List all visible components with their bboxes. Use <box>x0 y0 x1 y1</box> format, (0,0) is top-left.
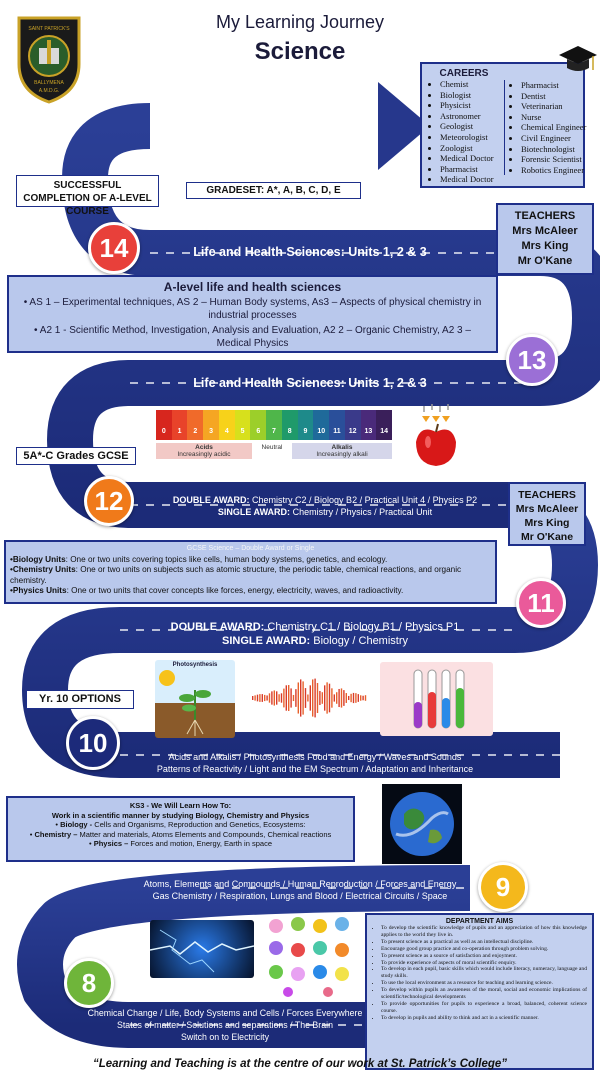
ph-block <box>219 410 235 428</box>
ph-block <box>172 410 188 428</box>
wave-bar <box>324 685 325 710</box>
y11-double-award: DOUBLE AWARD: <box>170 621 265 633</box>
teachers-box-mid <box>508 482 586 546</box>
wave-bar <box>266 695 267 700</box>
ph-neutral-label: Neutral <box>261 444 283 451</box>
year-8-line-1: Chemical Change / Life, Body Systems and Cells / Forces Everywhere <box>87 1008 363 1018</box>
teacher-name: Mrs King <box>521 240 569 252</box>
ks3-chemistry: • Chemistry – Matter and materials, Atoms Elements and Compounds, Chemical reactions <box>29 829 332 839</box>
year-10-badge: 10 <box>66 716 120 770</box>
graduation-cap-icon <box>558 44 598 83</box>
ph-number: 1 <box>172 428 188 440</box>
wave-bar <box>338 689 339 707</box>
ph-acids-sub: Increasingly acidic <box>177 451 231 458</box>
sound-wave-image <box>248 675 368 726</box>
ks3-biology-label: Biology - <box>60 820 93 829</box>
alevel-item-1: • AS 1 – Experimental techniques, AS 2 – Human Body systems, As3 – Aspects of physical chemistry in industrial processes <box>23 297 482 321</box>
apple-icon <box>408 404 464 475</box>
career-item: • Chemical Engineer <box>521 122 589 133</box>
wave-bar <box>314 679 315 718</box>
ks3-biology: • Biology - Cells and Organisms, Reproduction and Genetics, Ecosystems: <box>55 820 306 829</box>
ph-block <box>345 410 361 428</box>
teachers-heading: TEACHERS <box>514 210 576 222</box>
ph-block <box>250 410 266 428</box>
wave-bar <box>336 692 337 704</box>
gcse-info-box <box>4 540 497 604</box>
wave-bar <box>278 694 279 702</box>
ks3-subheading: Work in a scientific manner by studying Biology, Chemistry and Physics <box>51 810 310 820</box>
wave-bar <box>341 688 342 707</box>
gcse-biology-text: : One or two units covering topics like cells, human body systems, genetics, and ecology. <box>65 554 388 564</box>
crest-text-mid: BALLYMENA <box>34 80 64 86</box>
aim-item: • To develop in pupils and ability to think and act in a scientific manner. <box>381 1015 587 1022</box>
ph-number: 2 <box>187 428 203 440</box>
ks3-chemistry-label: Chemistry – <box>34 829 78 839</box>
careers-list-2 <box>507 80 589 175</box>
wave-bar <box>343 690 344 706</box>
careers-list-1 <box>426 79 502 185</box>
ks3-physics-label: Physics – <box>93 839 129 848</box>
wave-bar <box>254 695 255 700</box>
wave-bar <box>360 695 361 700</box>
wave-bar <box>317 683 318 713</box>
ph-number: 3 <box>203 428 219 440</box>
year-10-line-2: Patterns of Reactivity / Light and the EM Spectrum / Adaptation and Inheritance <box>156 764 474 774</box>
aim-item: • To develop the scientific knowledge of pupils and an appreciation of how this knowledge applies to the world they live in. <box>381 925 587 939</box>
wave-bar <box>358 694 359 702</box>
gcse-info-heading: GCSE Science – Double Award or Single <box>186 545 315 552</box>
ph-number: 7 <box>266 428 282 440</box>
ph-scale-image <box>156 410 392 474</box>
photosynthesis-title: Photosynthesis <box>172 662 218 668</box>
microbes-image <box>262 914 362 1003</box>
y11-single-award-text: Biology / Chemistry <box>310 635 409 647</box>
teacher-name: Mrs McAleer <box>515 503 579 515</box>
gcse-chemistry-label: •Chemistry Units <box>10 565 76 574</box>
ph-block <box>203 410 219 428</box>
ph-alkalis: Alkalis <box>331 444 353 451</box>
ph-block <box>376 410 392 428</box>
ks3-heading: KS3 - We Will Learn How To: <box>129 801 232 810</box>
ph-number: 11 <box>329 428 345 440</box>
year-9-badge: 9 <box>478 862 528 912</box>
year-11-badge: 11 <box>516 578 566 628</box>
subject-title: Science <box>254 38 346 65</box>
year-8-line-2: States of matter / Solutions and separations / The Brain <box>117 1020 333 1030</box>
alevel-item-1-text: AS 1 – Experimental techniques, AS 2 – Human Body systems, As3 – Aspects of physical chemistry in industrial processes <box>29 297 482 321</box>
ph-block <box>187 410 203 428</box>
wave-bar <box>264 695 265 701</box>
year-13-badge: 13 <box>506 334 558 386</box>
aim-item: • Encourage good group practice and co-operation through problem solving. <box>381 946 587 953</box>
ph-number: 6 <box>250 428 266 440</box>
wave-bar <box>298 682 299 713</box>
career-item: • Astronomer <box>440 111 502 122</box>
career-item: • Physicist <box>440 100 502 111</box>
wave-bar <box>362 696 363 701</box>
ph-block <box>329 410 345 428</box>
year-9-line-1: Atoms, Elements and Compounds / Human Reproduction / Forces and Energy <box>143 879 457 889</box>
lightning-image <box>150 920 254 978</box>
ph-number: 8 <box>282 428 298 440</box>
ph-block <box>298 410 314 428</box>
wave-bar <box>276 691 277 704</box>
wave-bar <box>329 684 330 713</box>
aim-item: • To develop within pupils an awareness of the moral, social and economic implications of scientific/technological developments <box>381 987 587 1001</box>
gcse-physics-label: •Physics Units <box>10 586 67 595</box>
teachers-heading: TEACHERS <box>518 489 576 501</box>
wave-bar <box>312 679 313 716</box>
wave-bar <box>305 688 306 708</box>
ph-number: 13 <box>361 428 377 440</box>
wave-bar <box>257 695 258 702</box>
career-item: • Civil Engineer <box>521 133 589 144</box>
y12-single-award: SINGLE AWARD: <box>217 507 291 517</box>
ph-number: 14 <box>376 428 392 440</box>
aim-item: • To provide opportunities for pupils to experience a broad, balanced, coherent science course. <box>381 1001 587 1015</box>
aims-list <box>372 925 587 1022</box>
year-14-badge: 14 <box>88 222 140 274</box>
gcse-chemistry <box>10 565 491 586</box>
career-item: • Biologist <box>440 90 502 101</box>
year-14-label: Life and Health Sciences: Units 1, 2 & 3 <box>193 245 427 259</box>
career-item: • Medical Doctor <box>440 174 502 185</box>
ph-acids-label <box>156 443 252 459</box>
alevel-heading: A-level life and health sciences <box>163 280 342 294</box>
gcse-label: 5A*-C Grades GCSE <box>16 447 136 465</box>
career-item: • Robotics Engineer <box>521 165 589 176</box>
gcse-chemistry-text: : One or two units on subjects such as atomic structure, the periodic table, chemical reactions, and organic chemistry. <box>10 565 462 585</box>
aims-heading: DEPARTMENT AIMS <box>445 918 514 925</box>
wave-bar <box>302 681 303 714</box>
ph-block <box>361 410 377 428</box>
ph-block <box>156 410 172 428</box>
ph-number: 4 <box>219 428 235 440</box>
wave-bar <box>319 691 320 705</box>
photosynthesis-image <box>155 660 235 738</box>
gcse-physics-text: : One or two units that cover concepts like forces, energy, electricity, waves, and radioactivity. <box>66 586 404 595</box>
career-item: • Veterinarian <box>521 101 589 112</box>
wave-bar <box>348 696 349 700</box>
alevel-item-2: • A2 1 - Scientific Method, Investigation, Analysis and Evaluation, A2 2 – Organic Chemistry, A2 3 – Medical Physics <box>34 325 471 349</box>
wave-bar <box>274 690 275 705</box>
y11-double-award-text: Chemistry C1 / Biology B1 / Physics P1 <box>264 621 460 633</box>
wave-bar <box>355 693 356 703</box>
wave-bar <box>288 685 289 711</box>
career-item: • Geologist <box>440 121 502 132</box>
teacher-name: Mr O'Kane <box>517 255 573 267</box>
alevel-box <box>7 275 498 353</box>
year-13-label: Life and Health Sciences: Units 1, 2 & 3 <box>193 376 427 390</box>
y12-single-award-text: Chemistry / Physics / Practical Unit <box>290 507 433 517</box>
ph-block <box>282 410 298 428</box>
wave-bar <box>307 695 308 702</box>
wave-bar <box>269 693 270 702</box>
teachers-box-top <box>496 203 594 275</box>
wave-bar <box>350 694 351 702</box>
ph-acids: Acids <box>195 444 213 451</box>
footer-quote: “Learning and Teaching is at the centre of our work at St. Patrick’s College” <box>92 1058 508 1070</box>
teacher-name: Mr O'Kane <box>520 531 574 543</box>
gradeset-label: GRADESET: A*, A, B, C, D, E <box>186 182 361 199</box>
test-tubes-image <box>380 662 493 736</box>
alevel-item-2-text: A2 1 - Scientific Method, Investigation, Analysis and Evaluation, A2 2 – Organic Chemistry, A2 3 – Medical Physics <box>39 325 471 349</box>
year-8-badge: 8 <box>64 958 114 1008</box>
wave-bar <box>281 693 282 702</box>
wave-bar <box>259 694 260 702</box>
y12-double-award-text: Chemistry C2 / Biology B2 / Practical Unit 4 / Physics P2 <box>249 495 478 505</box>
ph-number: 10 <box>313 428 329 440</box>
year-11-line-1 <box>130 621 500 633</box>
y12-double-award: DOUBLE AWARD: <box>172 495 250 505</box>
aim-item: • To present science as a practical as well as an intellectual discipline. <box>381 939 587 946</box>
wave-bar <box>310 685 311 710</box>
ph-number: 0 <box>156 428 172 440</box>
ph-block <box>313 410 329 428</box>
wave-bar <box>286 685 287 710</box>
wave-bar <box>293 695 294 701</box>
crest-text-bottom: A.M.D.G. <box>38 88 60 94</box>
careers-band-label: F.E/H.E/CAREERS <box>209 117 321 132</box>
gcse-biology-label: •Biology Units <box>10 554 66 564</box>
wave-bar <box>326 682 327 713</box>
ph-block <box>266 410 282 428</box>
career-item: • Nurse <box>521 112 589 123</box>
ks3-physics-text: Forces and motion, Energy, Earth in space <box>128 839 272 848</box>
ph-number: 9 <box>298 428 314 440</box>
aim-item: • To provide experience of aspects of moral scientific enquiry. <box>381 960 587 967</box>
wave-bar <box>271 691 272 704</box>
career-item: • Chemist <box>440 79 502 90</box>
careers-heading: CAREERS <box>439 68 489 79</box>
ks3-chemistry-text: Matter and materials, Atoms Elements and Compounds, Chemical reactions <box>77 829 332 839</box>
ph-block <box>235 410 251 428</box>
wave-bar <box>353 693 354 703</box>
ks3-box <box>6 796 355 862</box>
career-item: • Forensic Scientist <box>521 154 589 165</box>
career-item: • Meteorologist <box>440 132 502 143</box>
career-item: • Medical Doctor <box>440 153 502 164</box>
aim-item: • To present science as a source of satisfaction and enjoyment. <box>381 953 587 960</box>
ph-color-blocks <box>156 410 392 428</box>
ks3-physics: • Physics – Forces and motion, Energy, Earth in space <box>88 839 272 848</box>
options-label: Yr. 10 OPTIONS <box>26 690 134 709</box>
teacher-name: Mrs McAleer <box>512 225 578 237</box>
ph-alkalis-sub: Increasingly alkali <box>316 451 368 458</box>
ph-alkalis-label <box>292 443 392 459</box>
gcse-physics <box>10 586 491 597</box>
wave-bar <box>262 694 263 702</box>
year-12-badge: 12 <box>84 476 134 526</box>
ph-number: 5 <box>235 428 251 440</box>
ph-numbers <box>156 428 392 440</box>
career-item: • Zoologist <box>440 143 502 154</box>
wave-bar <box>290 688 291 707</box>
wave-bar <box>365 695 366 701</box>
wave-bar <box>283 689 284 708</box>
aim-item: • To use the local environment as a resource for teaching and learning science. <box>381 980 587 987</box>
teacher-name: Mrs King <box>524 517 570 529</box>
department-aims-box <box>365 913 594 1070</box>
wave-bar <box>300 679 301 716</box>
year-12-line-2 <box>140 507 510 517</box>
wave-bar <box>295 689 296 707</box>
year-8-line-3: Switch on to Electricity <box>181 1032 269 1042</box>
wave-bar <box>346 693 347 703</box>
y11-single-award: SINGLE AWARD: <box>221 635 311 647</box>
completion-label: SUCCESSFUL COMPLETION OF A-LEVEL COURSE <box>16 175 159 207</box>
year-9-line-2: Gas Chemistry / Respiration, Lungs and Blood / Electrical Circuits / Space <box>152 891 448 901</box>
aim-item: • To develop in each pupil, basic skills which would include literacy, numeracy, language and study skills. <box>381 966 587 980</box>
career-item: • Pharmacist <box>521 80 589 91</box>
ph-number: 12 <box>345 428 361 440</box>
career-item: • Dentist <box>521 91 589 102</box>
wave-bar <box>322 692 323 704</box>
ks3-biology-text: Cells and Organisms, Reproduction and Genetics, Ecosystems: <box>92 820 306 829</box>
wave-bar <box>334 694 335 701</box>
wave-bar <box>252 696 253 700</box>
wave-bar <box>331 688 332 707</box>
earth-image <box>382 784 462 864</box>
year-10-line-1: Acids and Alkalis / Photosynthesis Food and Energy / Waves and Sounds <box>168 752 462 762</box>
career-item: • Biotechnologist <box>521 144 589 155</box>
gcse-biology <box>10 555 491 566</box>
page-title: My Learning Journey <box>215 12 385 32</box>
year-12-line-1 <box>140 495 510 505</box>
crest-text-top: SAINT PATRICK'S <box>28 26 70 32</box>
career-item: • Pharmacist <box>440 164 502 175</box>
year-11-line-2 <box>130 635 500 647</box>
